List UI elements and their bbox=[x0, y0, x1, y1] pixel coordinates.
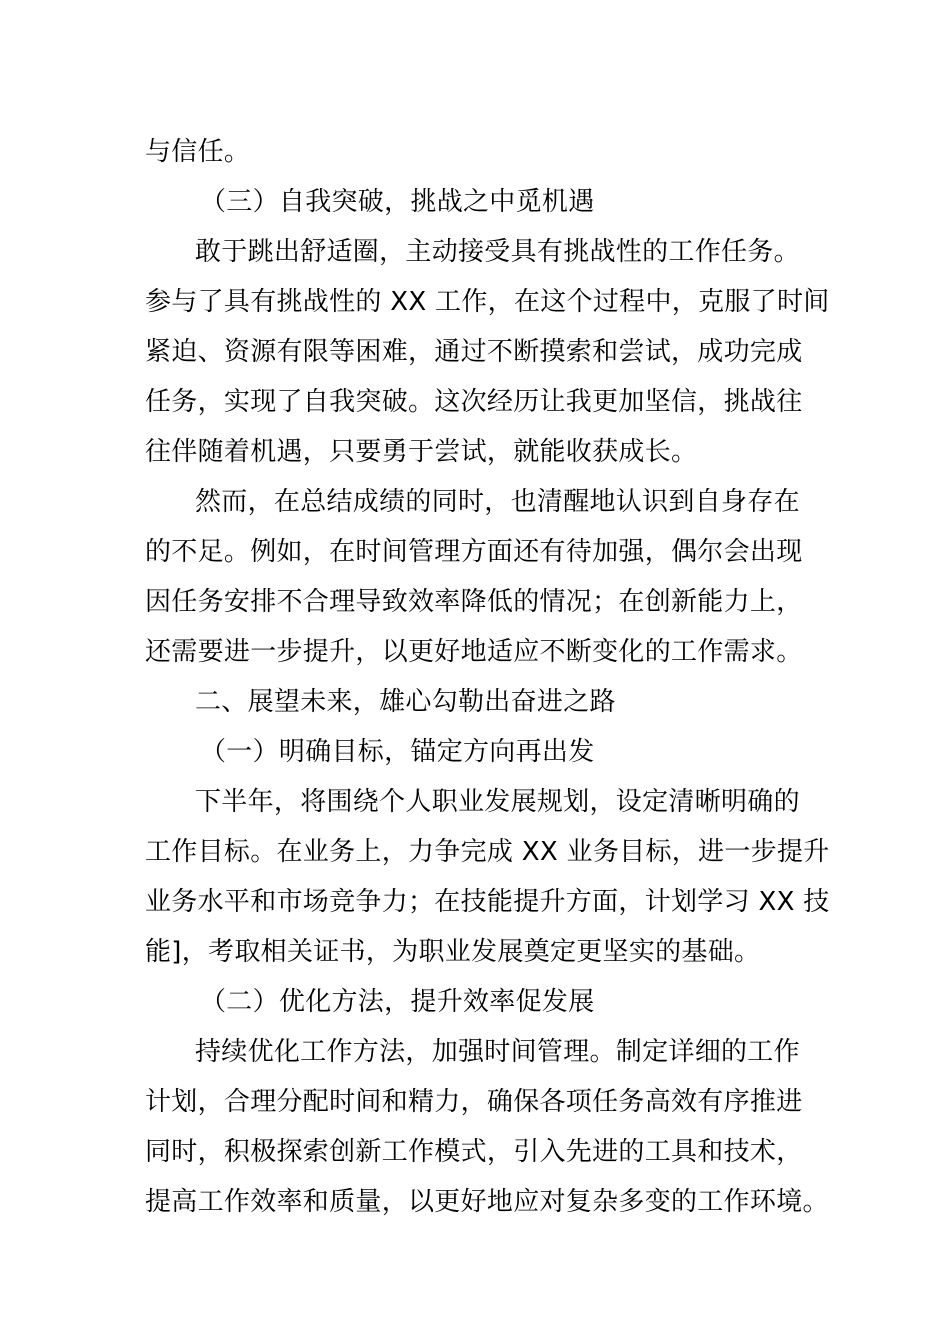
paragraph bbox=[145, 777, 830, 977]
text-line: 持续优化工作方法，加强时间管理。制定详细的工作 bbox=[195, 1037, 800, 1067]
text-line: 业务水平和市场竞争力；在技能提升方面，计划学习 XX 技 bbox=[145, 887, 830, 917]
text-line: （三）自我突破，挑战之中觅机遇 bbox=[200, 187, 595, 217]
text-line: 二、展望未来，雄心勾勒出奋进之路 bbox=[195, 687, 616, 717]
text-line: 下半年，将围绕个人职业发展规划，设定清晰明确的 bbox=[195, 787, 800, 817]
text-line: 提高工作效率和质量，以更好地应对复杂多变的工作环境。 bbox=[145, 1187, 829, 1217]
text-line: 还需要进一步提升，以更好地适应不断变化的工作需求。 bbox=[145, 637, 803, 667]
text-line: （一）明确目标，锚定方向再出发 bbox=[200, 737, 595, 767]
paragraph bbox=[145, 477, 807, 677]
text-line: 紧迫、资源有限等困难，通过不断摸索和尝试，成功完成 bbox=[145, 337, 803, 367]
paragraph-continuation bbox=[145, 127, 807, 177]
paragraph bbox=[145, 227, 830, 477]
text-line: 敢于跳出舒适圈，主动接受具有挑战性的工作任务。 bbox=[195, 237, 800, 267]
text-line: 往伴随着机遇，只要勇于尝试，就能收获成长。 bbox=[145, 437, 698, 467]
text-line: 与信任。 bbox=[145, 137, 251, 167]
text-line: 同时，积极探索创新工作模式，引入先进的工具和技术， bbox=[145, 1137, 803, 1167]
text-line: （二）优化方法，提升效率促发展 bbox=[200, 987, 595, 1017]
text-line: 然而，在总结成绩的同时，也清醒地认识到自身存在 bbox=[195, 487, 800, 517]
subheading-2 bbox=[145, 977, 807, 1027]
document-body bbox=[145, 127, 830, 1227]
paragraph bbox=[145, 1027, 829, 1227]
section-heading bbox=[145, 677, 807, 727]
text-line: 参与了具有挑战性的 XX 工作，在这个过程中，克服了时间 bbox=[145, 287, 830, 317]
text-line: 因任务安排不合理导致效率降低的情况；在创新能力上， bbox=[145, 587, 803, 617]
subheading-1 bbox=[145, 727, 807, 777]
text-line: 计划，合理分配时间和精力，确保各项任务高效有序推进 bbox=[145, 1087, 803, 1117]
text-line: 任务，实现了自我突破。这次经历让我更加坚信，挑战往 bbox=[145, 387, 803, 417]
text-line: 能]，考取相关证书，为职业发展奠定更坚实的基础。 bbox=[145, 937, 761, 967]
subheading-3 bbox=[145, 177, 807, 227]
text-line: 工作目标。在业务上，力争完成 XX 业务目标，进一步提升 bbox=[145, 837, 830, 867]
text-line: 的不足。例如，在时间管理方面还有待加强，偶尔会出现 bbox=[145, 537, 803, 567]
